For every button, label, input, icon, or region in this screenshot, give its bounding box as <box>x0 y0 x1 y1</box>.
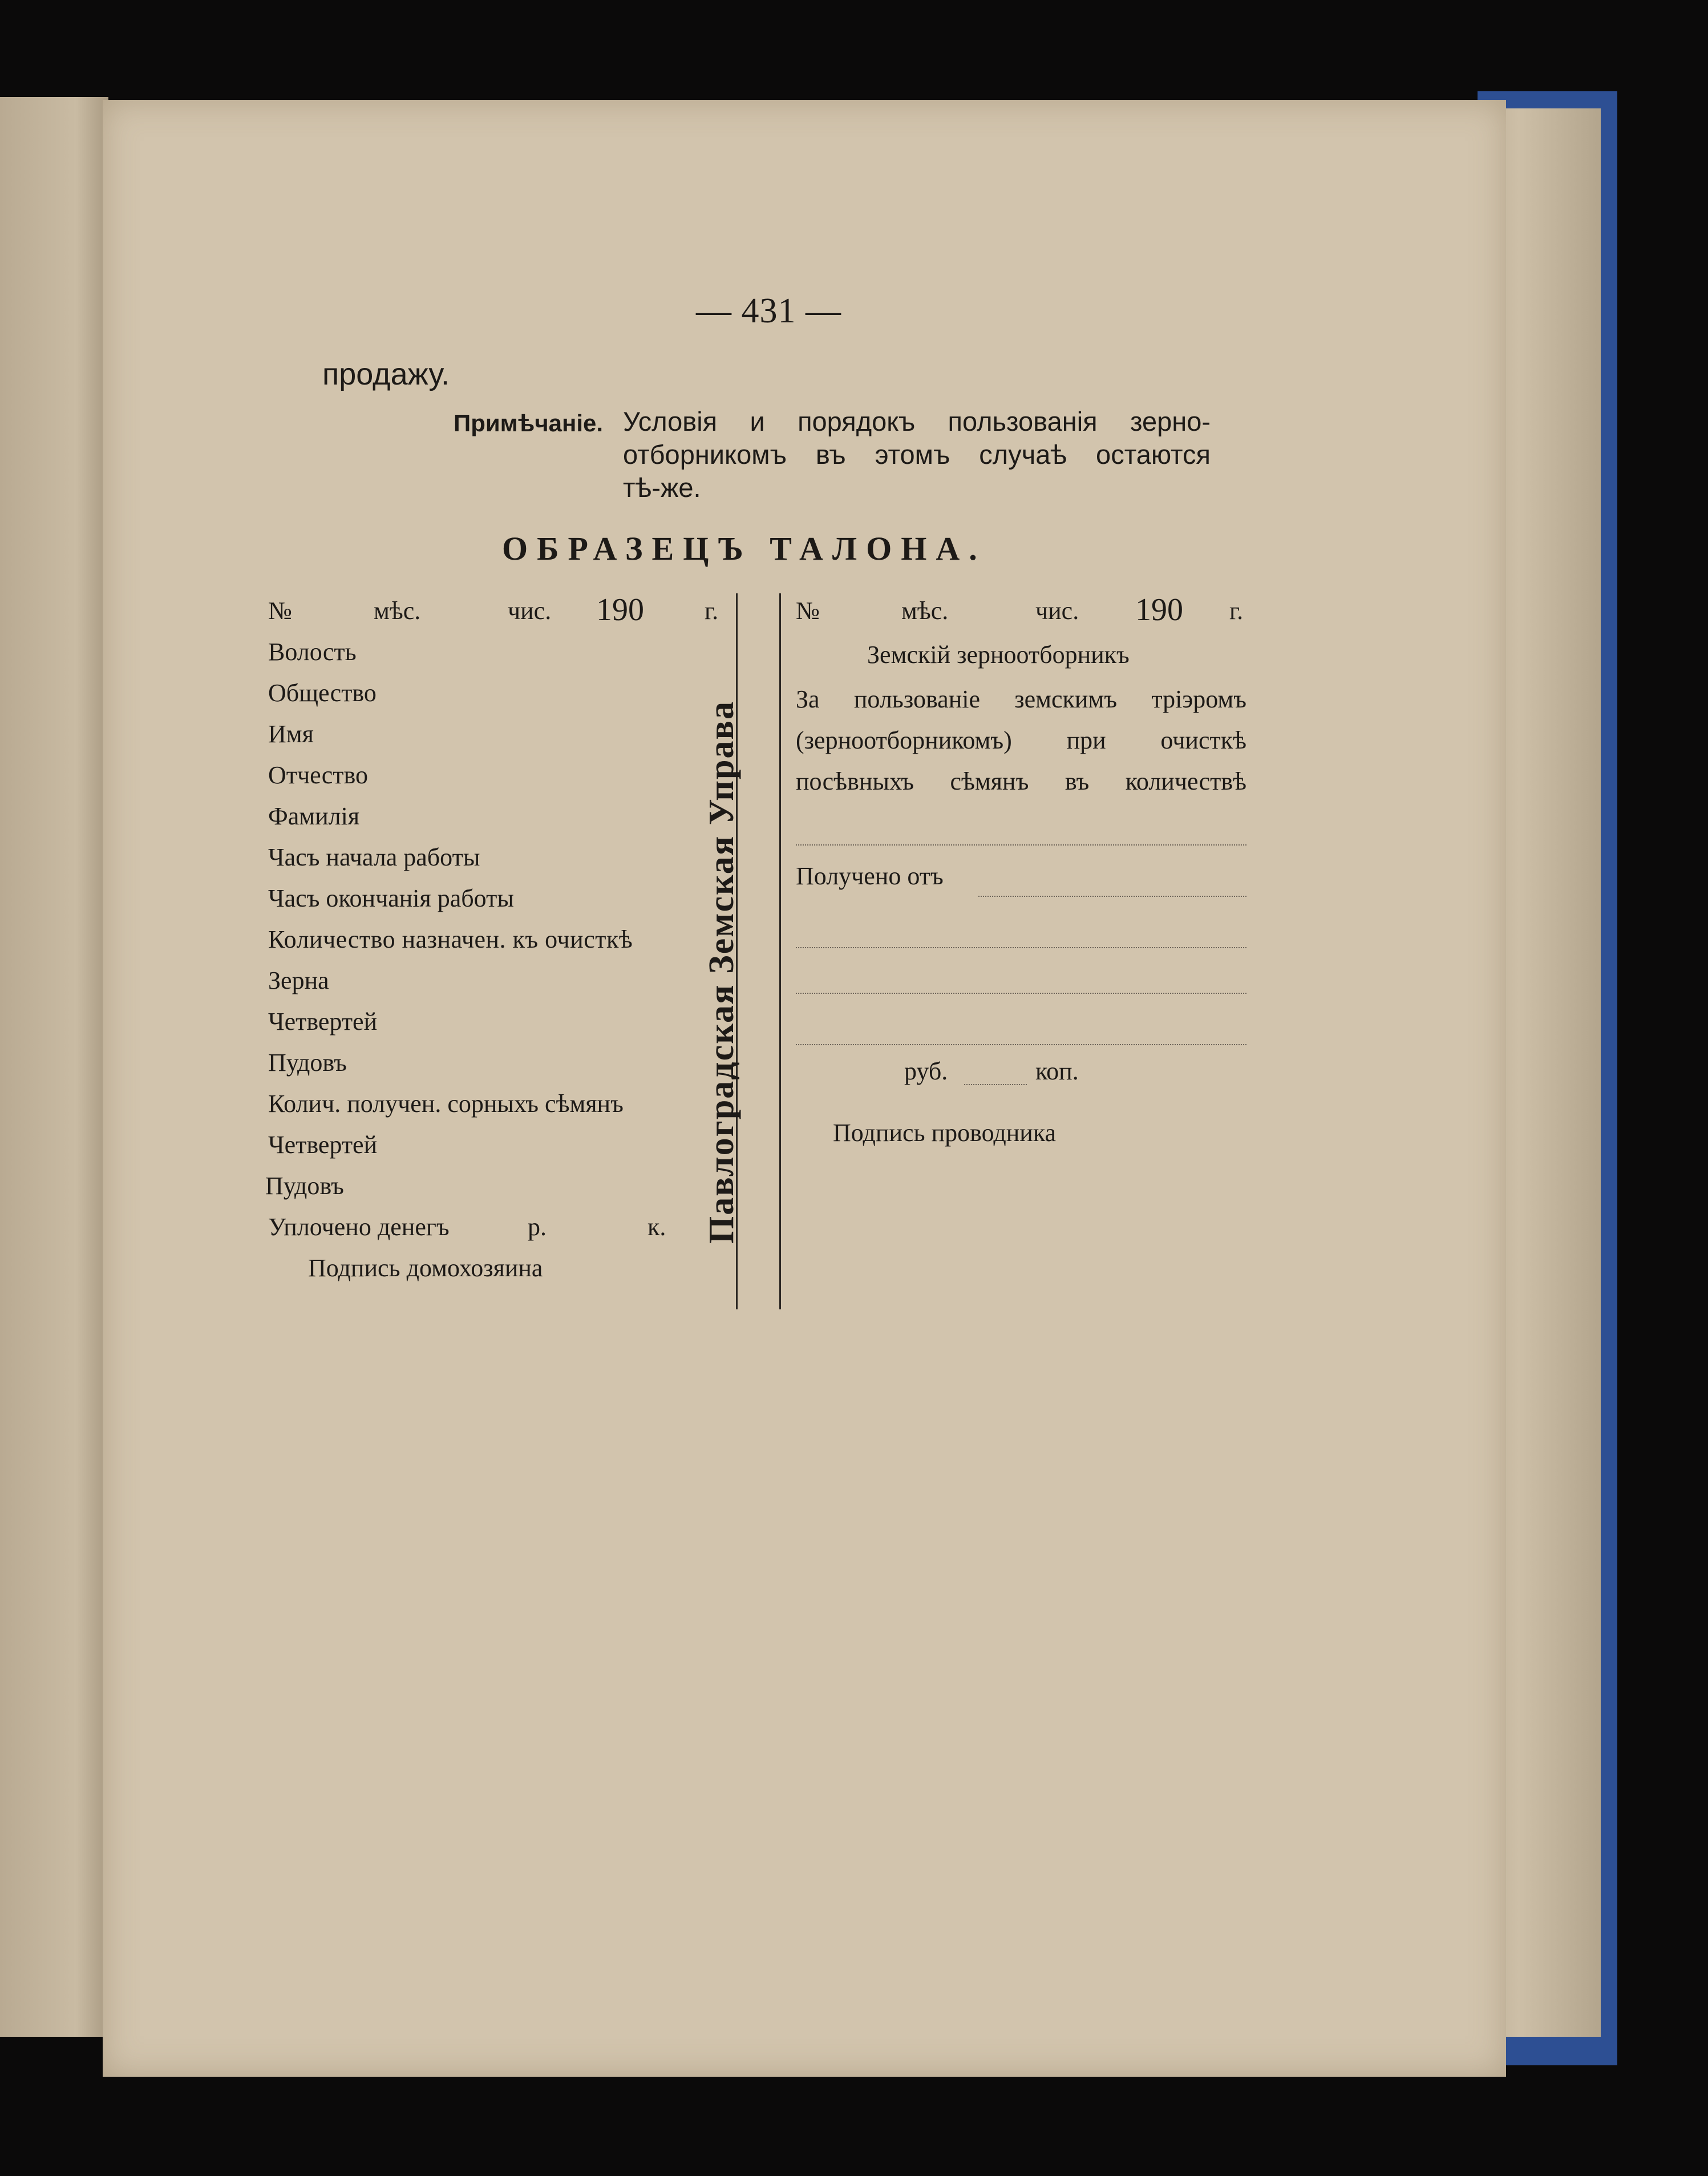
section-heading: ОБРАЗЕЦЪ ТАЛОНА. <box>502 530 986 567</box>
stamp-vertical-text: Павлоградская Земская Управа <box>702 701 741 1244</box>
left-month: мѣс. <box>374 597 421 625</box>
dotted-line <box>796 1044 1246 1045</box>
note-text <box>623 405 1211 504</box>
right-title: Земскій зерноотборникъ <box>867 641 1130 669</box>
left-g: г. <box>705 597 719 625</box>
field-zerna: Зерна <box>268 966 329 994</box>
right-kop: коп. <box>1035 1057 1079 1085</box>
field-otchestvo: Отчество <box>268 761 368 789</box>
dotted-line <box>978 896 1246 897</box>
paid-label: Уплочено денегъ <box>268 1213 450 1241</box>
right-rub: руб. <box>904 1057 948 1085</box>
left-day: чис. <box>508 597 552 625</box>
page-number: — 431 — <box>696 292 841 330</box>
field-obshchestvo: Общество <box>268 679 377 707</box>
field-pudov-2: Пудовъ <box>265 1172 344 1200</box>
field-familiya: Фамилія <box>268 802 360 830</box>
left-year: 190 <box>596 592 644 628</box>
right-body-line: (зерноотборникомъ) при очисткѣ <box>796 726 1246 754</box>
left-date-line <box>268 592 725 630</box>
signature-householder: Подпись домохозяина <box>308 1254 543 1282</box>
field-imya: Имя <box>268 720 314 748</box>
note-label: Примѣчаніе. <box>454 410 604 436</box>
intro-word: продажу. <box>322 357 450 391</box>
paid-k: к. <box>647 1213 666 1241</box>
right-g: г. <box>1229 597 1244 625</box>
right-no: № <box>796 597 820 625</box>
note-line: тѣ-же. <box>623 472 701 503</box>
field-chetvertey: Четвертей <box>268 1008 378 1036</box>
dotted-line <box>796 844 1246 846</box>
field-end-time: Часъ окончанія работы <box>268 884 514 912</box>
dotted-line <box>796 947 1246 948</box>
dotted-line <box>964 1084 1027 1085</box>
right-body-line: За пользованіе земскимъ тріэромъ <box>796 685 1246 713</box>
field-start-time: Часъ начала работы <box>268 843 480 871</box>
note-line: Условія и порядокъ пользованія зерно- <box>623 406 1211 436</box>
left-page-edge <box>0 97 108 2037</box>
signature-conductor: Подпись проводника <box>833 1119 1057 1147</box>
right-year: 190 <box>1135 592 1183 628</box>
book-page <box>103 100 1506 2077</box>
field-quantity: Количество назначен. къ очисткѣ <box>268 925 633 953</box>
paid-r: р. <box>528 1213 547 1241</box>
field-chetvertey-2: Четвертей <box>268 1131 378 1159</box>
note-line: отборникомъ въ этомъ случаѣ остаются <box>623 439 1211 470</box>
field-pudov: Пудовъ <box>268 1049 347 1077</box>
right-day: чис. <box>1035 597 1079 625</box>
field-volost: Волость <box>268 638 357 666</box>
divider-line-right <box>779 593 781 1309</box>
right-body-line: посѣвныхъ сѣмянъ въ количествѣ <box>796 767 1246 795</box>
field-weed-seeds: Колич. получен. сорныхъ сѣмянъ <box>268 1090 624 1118</box>
right-month: мѣс. <box>901 597 949 625</box>
dotted-line <box>796 993 1246 994</box>
left-no: № <box>268 597 292 625</box>
field-paid <box>268 1212 666 1241</box>
right-received-from: Получено отъ <box>796 862 944 890</box>
